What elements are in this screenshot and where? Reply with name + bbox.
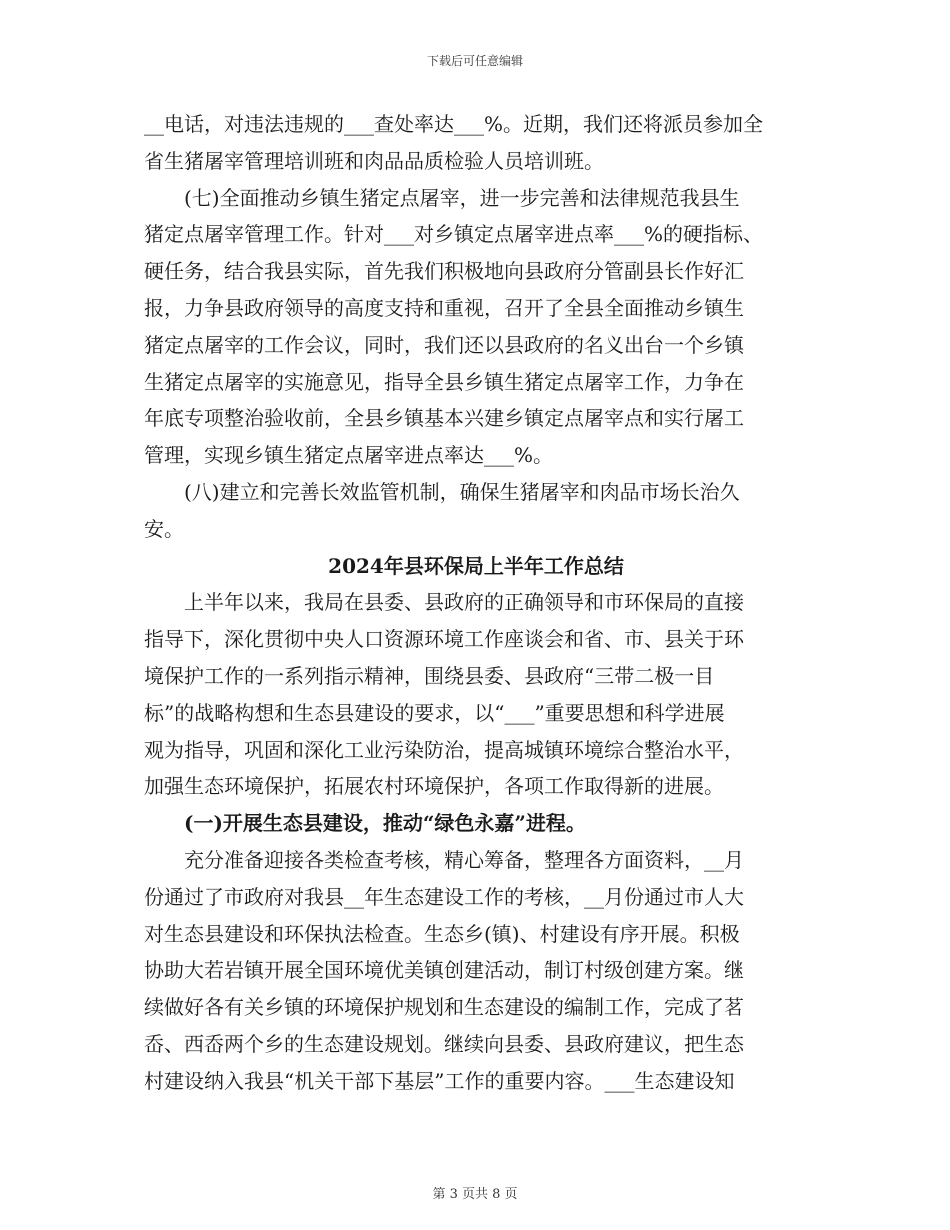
text-line: (八)建立和完善长效监管机制，确保生猪屠宰和肉品市场长治久 [144, 479, 740, 504]
section-title: 2024年县环保局上半年工作总结 [328, 553, 624, 578]
text-line: (七)全面推动乡镇生猪定点屠宰，进一步完善和法律规范我县生 [144, 185, 740, 210]
text-line: 猪定点屠宰的工作会议，同时，我们还以县政府的名义出台一个乡镇 [144, 332, 744, 357]
text-line: 猪定点屠宰管理工作。针对___对乡镇定点屠宰进点率___%的硬指标、 [144, 222, 764, 247]
text-line: 对生态县建设和环保执法检查。生态乡(镇)、村建设有序开展。积极 [144, 921, 740, 946]
text-line: 指导下，深化贯彻中央人口资源环境工作座谈会和省、市、县关于环 [144, 627, 744, 652]
text-line: 省生猪屠宰管理培训班和肉品品质检验人员培训班。 [144, 148, 604, 173]
text-line: 续做好各有关乡镇的环境保护规划和生态建设的编制工作，完成了茗 [144, 995, 744, 1020]
page-header: 下载后可任意编辑 [426, 54, 523, 68]
text-line: 村建设纳入我县“机关干部下基层”工作的重要内容。___生态建设知 [144, 1068, 735, 1093]
text-line: 份通过了市政府对我县__年生态建设工作的考核，__月份通过市人大 [144, 884, 744, 909]
text-line: 报，力争县政府领导的高度支持和重视，召开了全县全面推动乡镇生 [144, 295, 744, 320]
text-line: 加强生态环境保护，拓展农村环境保护，各项工作取得新的进展。 [144, 774, 724, 799]
text-line: 安。 [144, 516, 184, 541]
text-line: 境保护工作的一系列指示精神，围绕县委、县政府“三带二极一目 [144, 663, 715, 688]
text-line: 生猪定点屠宰的实施意见，指导全县乡镇生猪定点屠宰工作，力争在 [144, 369, 744, 394]
text-line: 标”的战略构想和生态县建设的要求，以“___”重要思想和科学进展 [144, 700, 725, 725]
text-line: 管理，实现乡镇生猪定点屠宰进点率达___%。 [144, 443, 554, 468]
text-line: 充分准备迎接各类检查考核，精心筹备，整理各方面资料，__月 [144, 847, 744, 872]
text-line: 协助大若岩镇开展全国环境优美镇创建活动，制订村级创建方案。继 [144, 958, 744, 983]
text-line: 岙、西岙两个乡的生态建设规划。继续向县委、县政府建议，把生态 [144, 1031, 744, 1056]
text-line: __电话，对违法违规的___查处率达___%。近期，我们还将派员参加全 [144, 112, 764, 136]
page-footer: 第 3 页共 8 页 [432, 1187, 518, 1202]
text-line: 硬任务，结合我县实际，首先我们积极地向县政府分管副县长作好汇 [144, 259, 744, 284]
document-body [144, 106, 808, 1100]
text-line: 年底专项整治验收前，全县乡镇基本兴建乡镇定点屠宰点和实行屠工 [144, 406, 744, 431]
text-line: 观为指导，巩固和深化工业污染防治，提高城镇环境综合整治水平， [144, 737, 744, 762]
text-line: (一)开展生态县建设，推动“绿色永嘉”进程。 [144, 811, 586, 836]
text-line: 上半年以来，我局在县委、县政府的正确领导和市环保局的直接 [144, 590, 744, 615]
